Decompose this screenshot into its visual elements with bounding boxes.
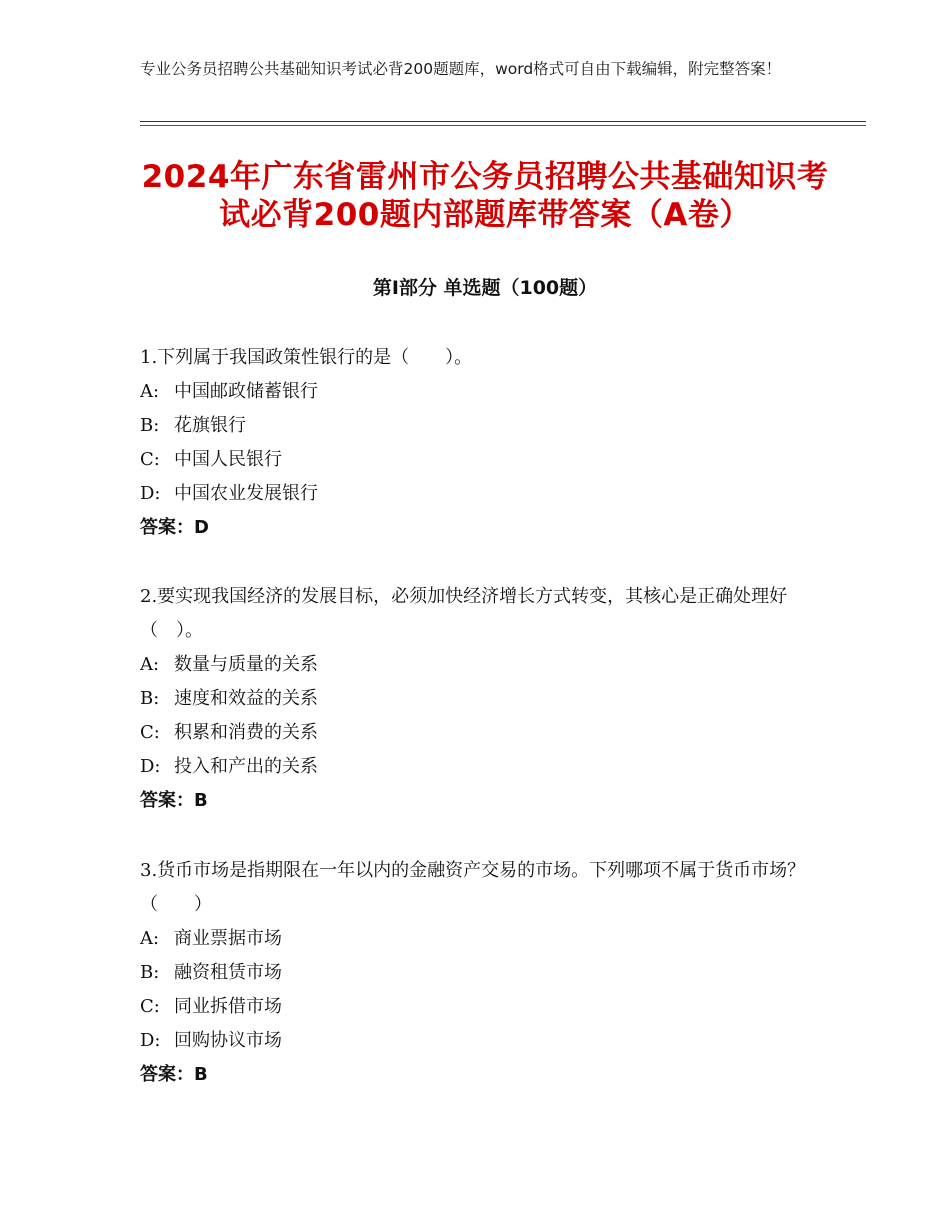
- option-c: [140, 990, 820, 1024]
- option-d: [140, 1024, 820, 1058]
- option-key: B:: [140, 415, 160, 436]
- option-key: C:: [140, 722, 160, 743]
- option-a: [140, 648, 820, 682]
- option-text: 中国农业发展银行: [174, 483, 318, 504]
- answer-line: 答案：D: [140, 517, 209, 538]
- question-stem: 2.要实现我国经济的发展目标，必须加快经济增长方式转变，其核心是正确处理好（ ）。: [140, 586, 788, 641]
- answer-line: 答案：B: [140, 1064, 208, 1085]
- option-text: 中国人民银行: [174, 449, 282, 470]
- option-key: A:: [140, 654, 160, 675]
- question-1: [140, 341, 820, 545]
- question-stem: 1.下列属于我国政策性银行的是（ ）。: [140, 347, 473, 368]
- option-key: B:: [140, 688, 160, 709]
- question-stem: 3.货币市场是指期限在一年以内的金融资产交易的市场。下列哪项不属于货币市场？（ ）: [140, 860, 806, 915]
- question-3: [140, 854, 820, 1092]
- option-key: A:: [140, 928, 160, 949]
- answer-line: 答案：B: [140, 790, 208, 811]
- option-d: [140, 477, 820, 511]
- option-c: [140, 443, 820, 477]
- option-text: 数量与质量的关系: [174, 654, 318, 675]
- option-text: 速度和效益的关系: [174, 688, 318, 709]
- option-b: [140, 682, 820, 716]
- header-note: 专业公务员招聘公共基础知识考试必背200题题库，word格式可自由下载编辑，附完整答案！: [140, 60, 782, 78]
- option-text: 投入和产出的关系: [174, 756, 318, 777]
- option-d: [140, 750, 820, 784]
- section-heading: 第Ⅰ部分 单选题（100题）: [372, 277, 598, 299]
- question-2: [140, 580, 820, 818]
- option-text: 同业拆借市场: [174, 996, 282, 1017]
- option-text: 中国邮政储蓄银行: [174, 381, 318, 402]
- option-text: 积累和消费的关系: [174, 722, 318, 743]
- option-key: C:: [140, 449, 160, 470]
- option-key: D:: [140, 756, 161, 777]
- option-a: [140, 375, 820, 409]
- option-key: C:: [140, 996, 160, 1017]
- option-key: D:: [140, 1030, 161, 1051]
- header-divider-secondary: [140, 125, 866, 126]
- option-text: 回购协议市场: [174, 1030, 282, 1051]
- option-a: [140, 922, 820, 956]
- option-c: [140, 716, 820, 750]
- option-text: 商业票据市场: [174, 928, 282, 949]
- option-text: 花旗银行: [174, 415, 246, 436]
- option-text: 融资租赁市场: [174, 962, 282, 983]
- option-key: B:: [140, 962, 160, 983]
- option-key: D:: [140, 483, 161, 504]
- option-b: [140, 956, 820, 990]
- document-title: 2024年广东省雷州市公务员招聘公共基础知识考试必背200题内部题库带答案（A卷）: [141, 159, 829, 233]
- header-divider: [140, 121, 866, 122]
- option-key: A:: [140, 381, 160, 402]
- option-b: [140, 409, 820, 443]
